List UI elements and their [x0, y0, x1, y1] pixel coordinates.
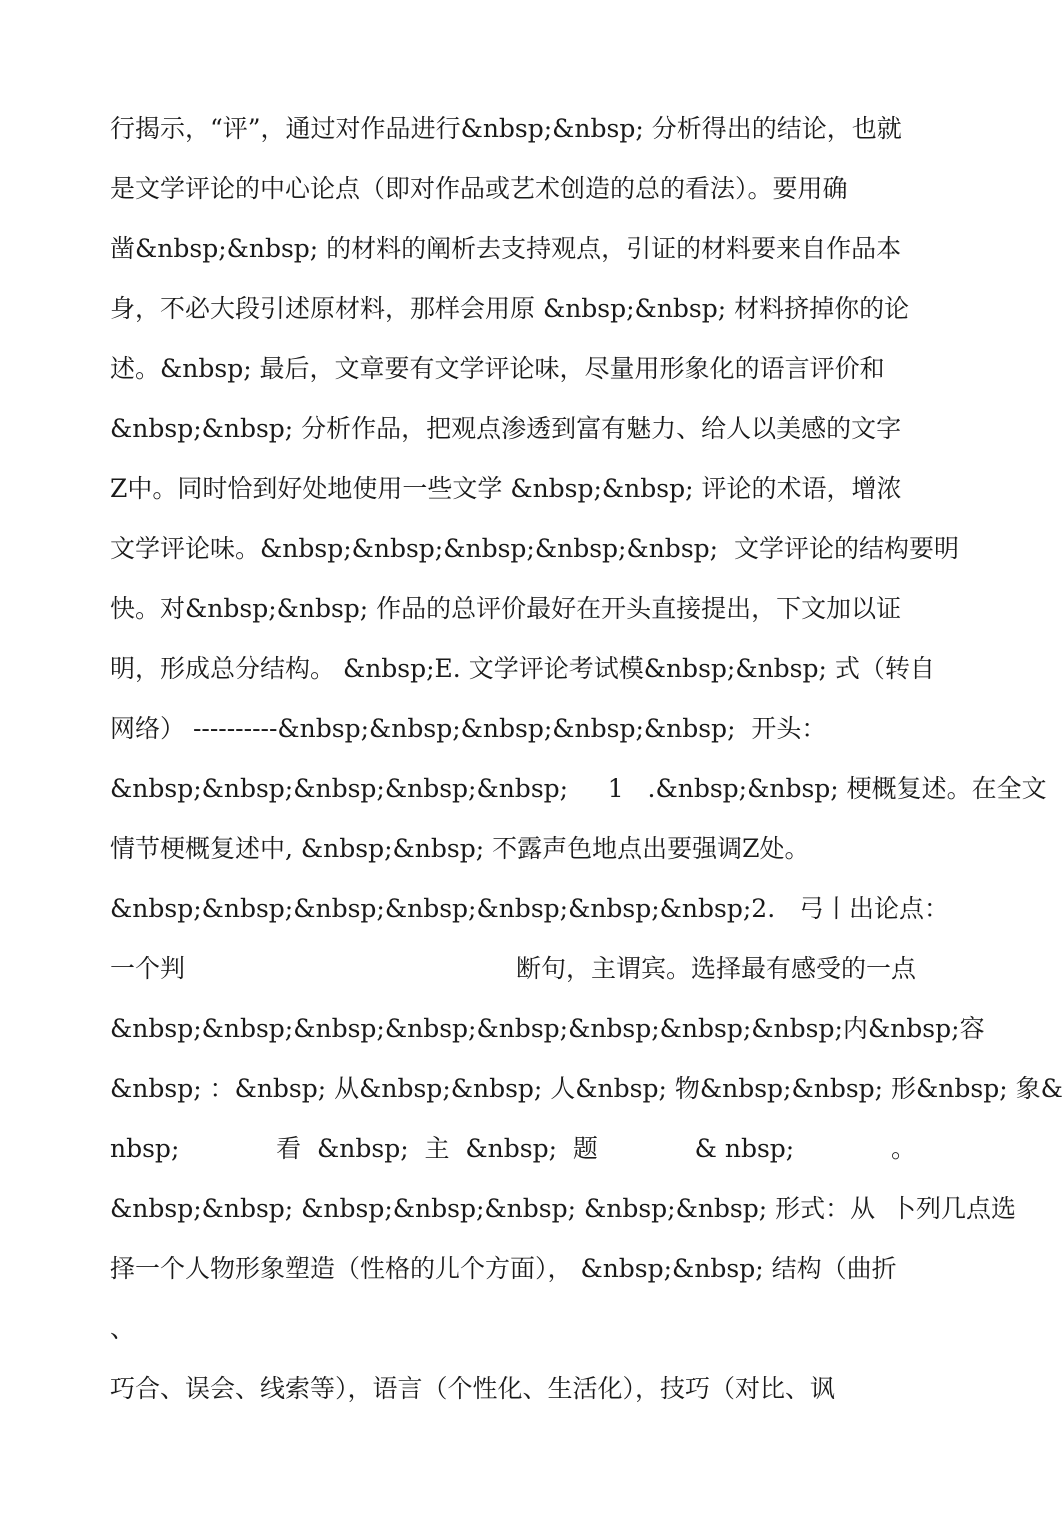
- text-segment: & nbsp;: [694, 1134, 795, 1163]
- text-line-spread: [110, 1192, 1017, 1226]
- text-line: 行揭示，“评”，通过对作品进行&nbsp;&nbsp; 分析得出的结论，也就: [110, 114, 902, 143]
- text-line: &nbsp;&nbsp; 分析作品，把观点渗透到富有魅力、给人以美感的文字: [110, 414, 902, 443]
- text-segment: &nbsp; ：: [110, 1074, 235, 1103]
- text-line-spread: [110, 1012, 985, 1046]
- text-line: 、: [110, 1314, 136, 1343]
- text-line: 巧合、误会、线索等），语言（个性化、生活化），技巧（对比、讽: [110, 1374, 836, 1403]
- text-segment: &nbsp;&nbsp; &nbsp;&nbsp;&nbsp; &nbsp;&nbsp; 形式：: [110, 1194, 851, 1223]
- text-line: &nbsp;&nbsp;&nbsp;&nbsp;&nbsp; 1 .&nbsp;&nbsp; 梗概复述。在全文: [110, 774, 1047, 803]
- text-segment: nbsp;: [110, 1134, 180, 1163]
- text-line-spread: [110, 1132, 916, 1166]
- text-line: 凿&nbsp;&nbsp; 的材料的阐析去支持观点，引证的材料要来自作品本: [110, 234, 902, 263]
- text-line: 述。&nbsp; 最后，文章要有文学评论味，尽量用形象化的语言评价和: [110, 354, 885, 383]
- text-segment: 一个判: [110, 954, 186, 983]
- text-line: 是文学评论的中心论点（即对作品或艺术创造的总的看法）。要用确: [110, 174, 848, 203]
- text-segment: &nbsp;&nbsp;&nbsp;&nbsp;&nbsp;&nbsp;&nbsp;2. 弓丨出: [110, 894, 874, 923]
- text-line: 明，形成总分结构。 &nbsp;E. 文学评论考试模&nbsp;&nbsp; 式（转自: [110, 654, 935, 683]
- text-segment: 看 &nbsp; 主 &nbsp; 题: [276, 1134, 598, 1163]
- text-line: 文学评论味。&nbsp;&nbsp;&nbsp;&nbsp;&nbsp; 文学评论的结构要明: [110, 534, 959, 563]
- text-segment: &nbsp;&nbsp;&nbsp;&nbsp;&nbsp;&nbsp;&nbsp;&nbsp;: [110, 1014, 843, 1043]
- text-line-spread: [110, 892, 950, 926]
- text-line-spread: [110, 1072, 1063, 1106]
- text-segment: 从 卜列几点选: [850, 1194, 1017, 1223]
- text-segment: 容: [959, 1014, 985, 1043]
- text-line: 网络） ----------&nbsp;&nbsp;&nbsp;&nbsp;&nbsp; 开头：: [110, 714, 827, 743]
- text-line: Z中。同时恰到好处地使用一些文学 &nbsp;&nbsp; 评论的术语，增浓: [110, 474, 902, 503]
- text-segment: 断句，主谓宾。选择最有感受的一点: [515, 954, 916, 983]
- text-segment: &nbsp; 从&nbsp;&nbsp; 人&nbsp; 物&nbsp;&nbsp; 形&nbsp; 象: [234, 1074, 1041, 1103]
- text-line: 择一个人物形象塑造（性格的儿个方面）， &nbsp;&nbsp; 结构（曲折: [110, 1254, 897, 1283]
- text-segment: 。: [890, 1134, 916, 1163]
- text-segment: &nbsp;: [867, 1014, 960, 1043]
- text-line: 情节梗概复述中, &nbsp;&nbsp; 不露声色地点出要强调Z处。: [110, 834, 810, 863]
- text-segment: &: [1040, 1074, 1063, 1103]
- text-segment: 论点：: [874, 894, 950, 923]
- text-line-spread: [110, 952, 916, 986]
- text-line: 快。对&nbsp;&nbsp; 作品的总评价最好在开头直接提出，下文加以证: [110, 594, 902, 623]
- text-line: 身，不必大段引述原材料，那样会用原 &nbsp;&nbsp; 材料挤掉你的论: [110, 294, 910, 323]
- text-segment: 内: [842, 1014, 868, 1043]
